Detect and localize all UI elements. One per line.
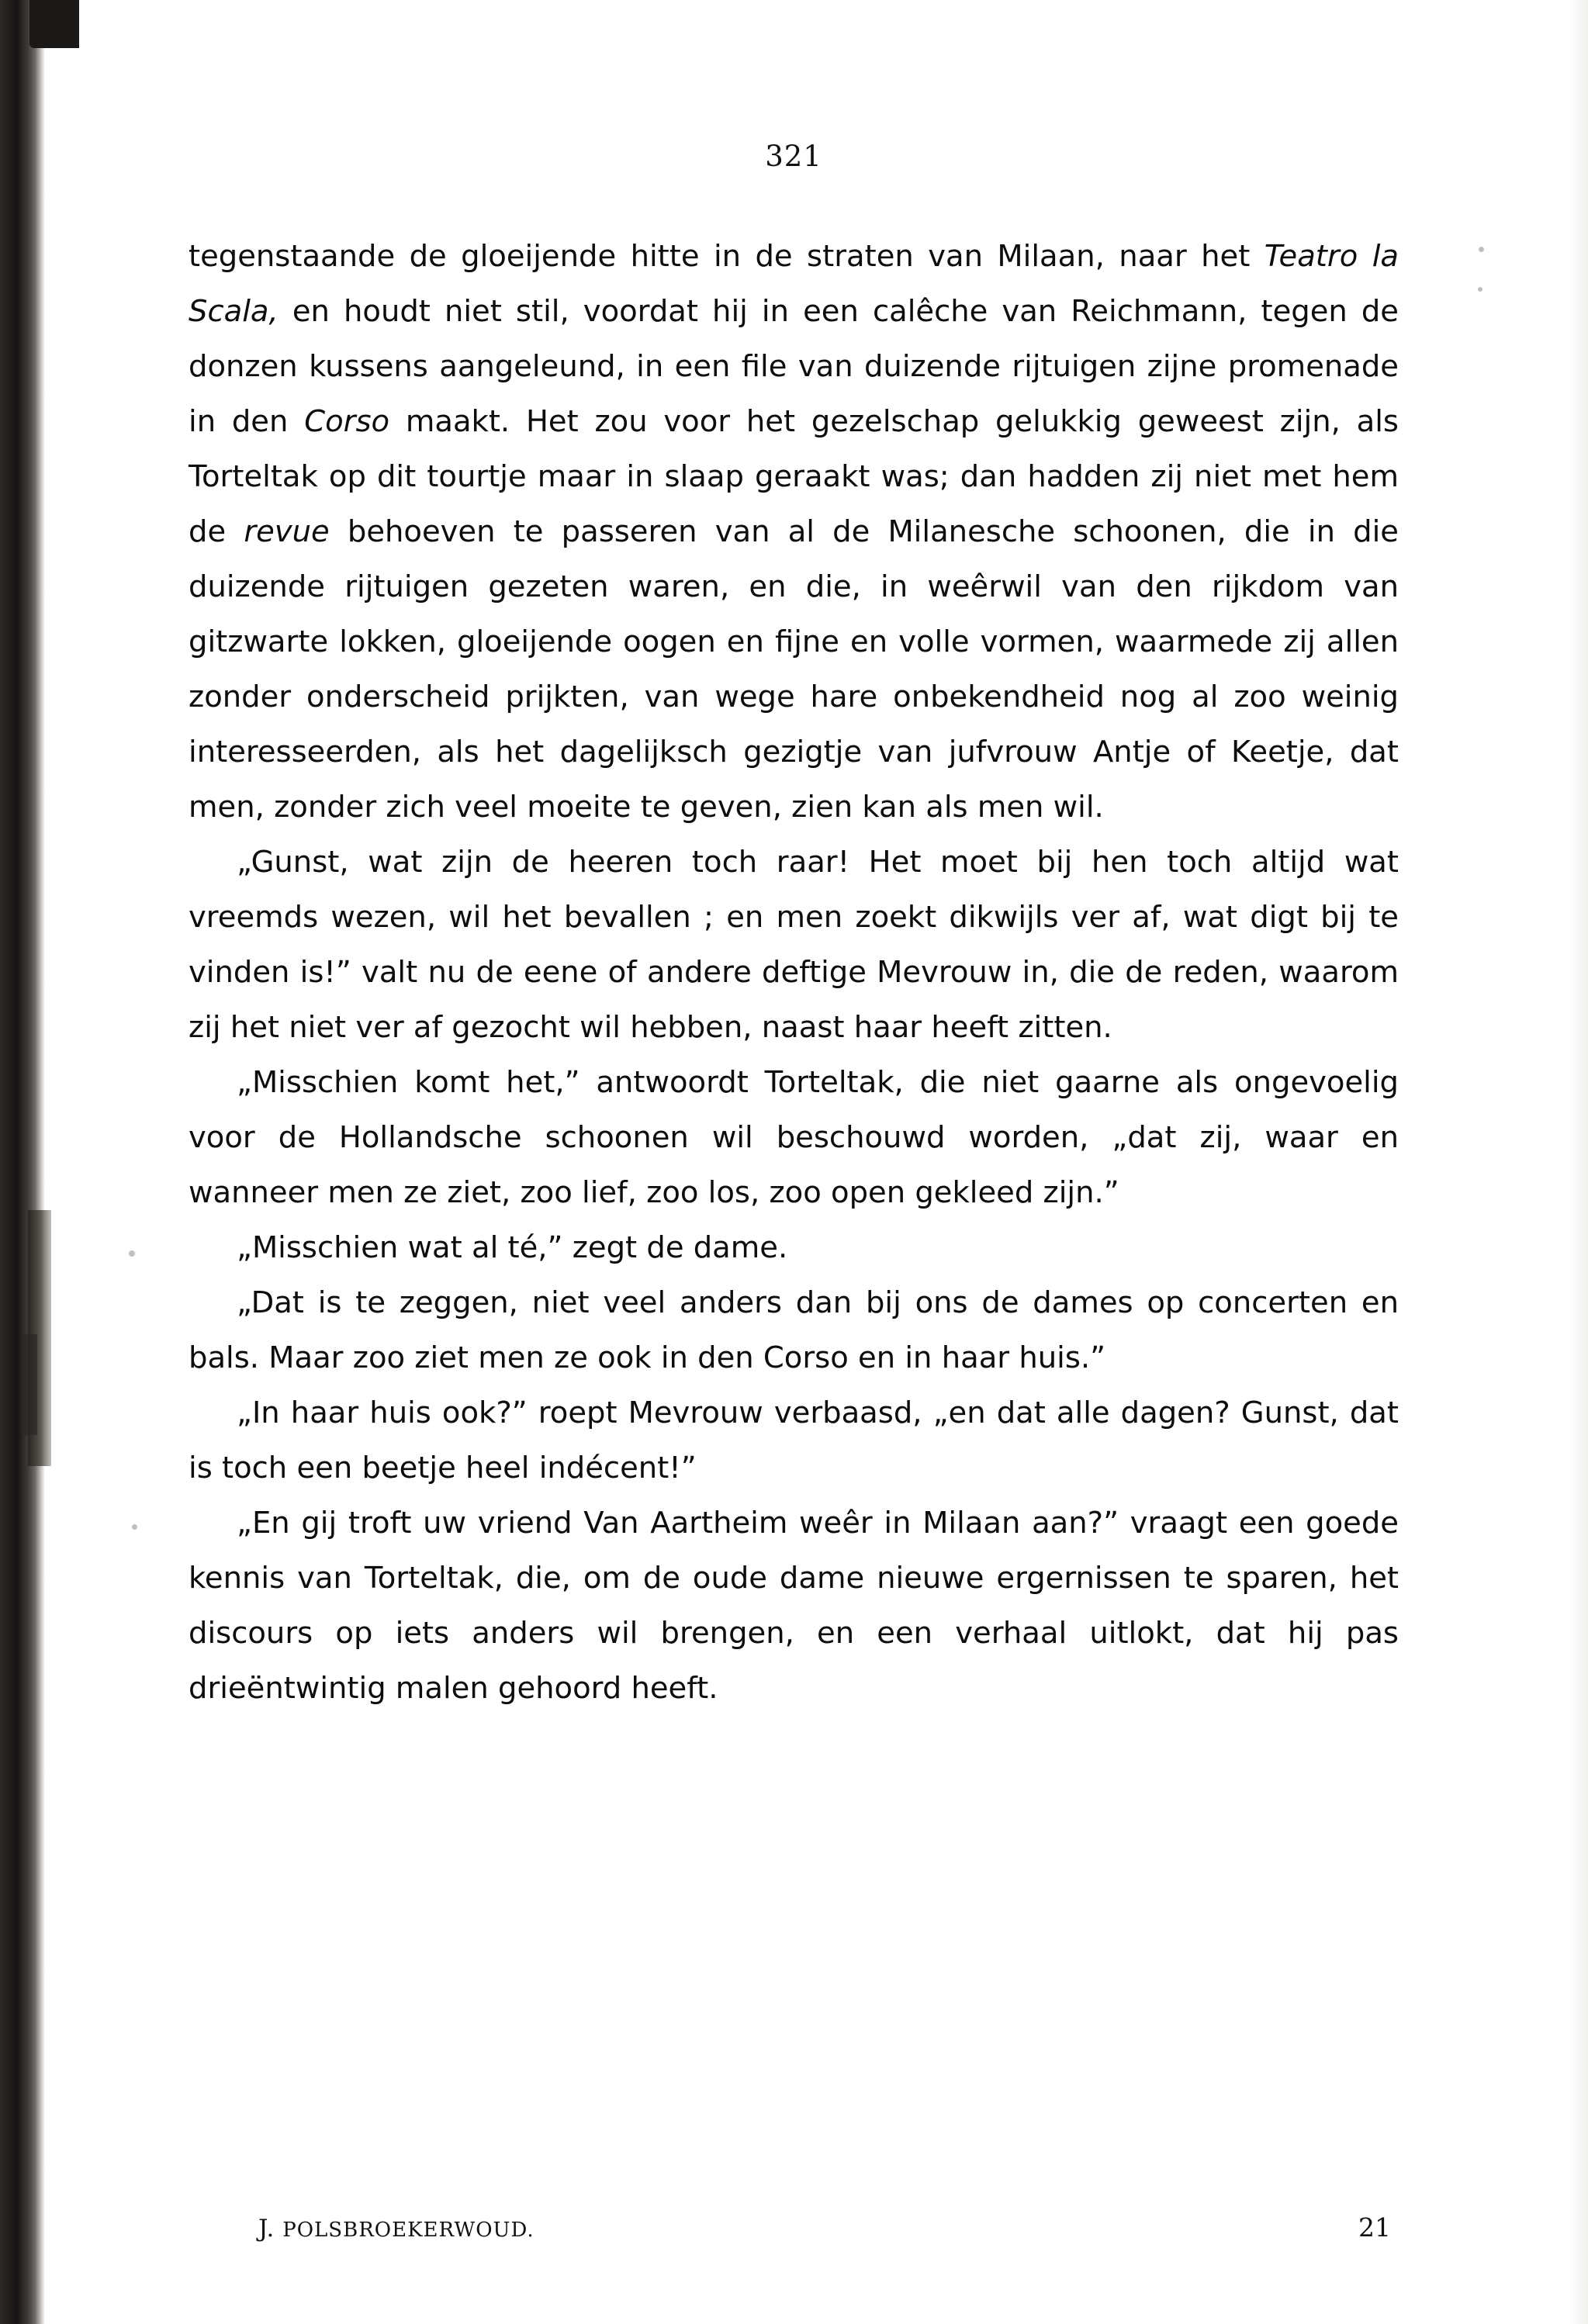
text-run: en houdt niet stil, voordat hij in een calêche van Reichmann, tegen de donzen kussens aangeleund, in een file van duizende rijtuigen zijne promenade in den xyxy=(189,294,1399,439)
scan-binding-edge xyxy=(0,0,45,2324)
scan-right-fade xyxy=(1568,0,1588,2324)
signature-name: POLSBROEKERWOUD. xyxy=(282,2219,535,2242)
text-run: behoeven te passeren van al de Milanesche schoonen, die in die duizende rijtuigen gezeten waren, en die, in weêrwil van den rijkdom van gitzwarte lokken, gloeijende oogen en fijne en volle vormen, waarmede zij allen zonder onderscheid prijkten, van wege hare onbekendheid nog al zoo weinig interesseerden, als het dagelijksch gezigtje van jufvrouw Antje of Keetje, dat men, zonder zich veel moeite te geven, zien kan als men wil. xyxy=(189,514,1399,825)
paragraph-2: „Gunst, wat zijn de heeren toch raar! Het moet bij hen toch altijd wat vreemds wezen, wil het bevallen ; en men zoekt dikwijls ver af, wat digt bij te vinden is!” valt nu de eene of andere deftige Mevrouw in, die de reden, waarom zij het niet ver af gezocht wil hebben, naast haar heeft zitten. xyxy=(189,845,1399,1045)
signature-initial: J. xyxy=(258,2215,275,2243)
book-signature xyxy=(189,2215,535,2243)
paragraph-5: „Dat is te zeggen, niet veel anders dan bij ons de dames op concerten en bals. Maar zoo ziet men ze ook in den Corso en in haar huis.” xyxy=(189,1285,1399,1375)
text-run: maakt. Het zou voor het gezelschap gelukkig geweest zijn, als Torteltak op dit tourtje maar in slaap geraakt was; dan hadden zij niet met hem de xyxy=(189,404,1399,549)
scan-speck xyxy=(1478,287,1482,292)
paragraph-3: „Misschien komt het,” antwoordt Torteltak, die niet gaarne als ongevoelig voor de Hollandsche schoonen wil beschouwd worden, „dat zij, waar en wanneer men ze ziet, zoo lief, zoo los, zoo open gekleed zijn.” xyxy=(189,1065,1399,1210)
page-content xyxy=(189,140,1399,1716)
scan-edge-blotch-secondary xyxy=(23,1334,37,1435)
italic-word-revue: revue xyxy=(244,514,330,549)
paragraph-6: „In haar huis ook?” roept Mevrouw verbaasd, „en dat alle dagen? Gunst, dat is toch een beetje heel indécent!” xyxy=(189,1395,1399,1485)
text-run: tegenstaande de gloeijende hitte in de straten van Milaan, naar het xyxy=(189,239,1265,274)
signature-page-number: 21 xyxy=(1358,2212,1391,2243)
body-text xyxy=(189,229,1399,1716)
italic-title-teatro-la-scala: Teatro la Scala, xyxy=(189,239,1399,329)
scan-speck xyxy=(132,1524,137,1530)
folio-number: 321 xyxy=(765,140,822,173)
scan-speck xyxy=(1479,247,1484,252)
page-footer xyxy=(189,2212,1399,2243)
paragraph-1 xyxy=(189,229,1399,835)
paragraph-7: „En gij troft uw vriend Van Aartheim weêr in Milaan aan?” vraagt een goede kennis van Torteltak, die, om de oude dame nieuwe ergernissen te sparen, het discours op iets anders wil brengen, en een verhaal uitlokt, dat hij pas drieëntwintig malen gehoord heeft. xyxy=(189,1506,1399,1706)
scan-speck xyxy=(129,1250,135,1257)
scan-corner-mark xyxy=(29,0,79,48)
paragraph-4: „Misschien wat al té,” zegt de dame. xyxy=(237,1230,788,1265)
italic-word-corso: Corso xyxy=(304,404,390,439)
